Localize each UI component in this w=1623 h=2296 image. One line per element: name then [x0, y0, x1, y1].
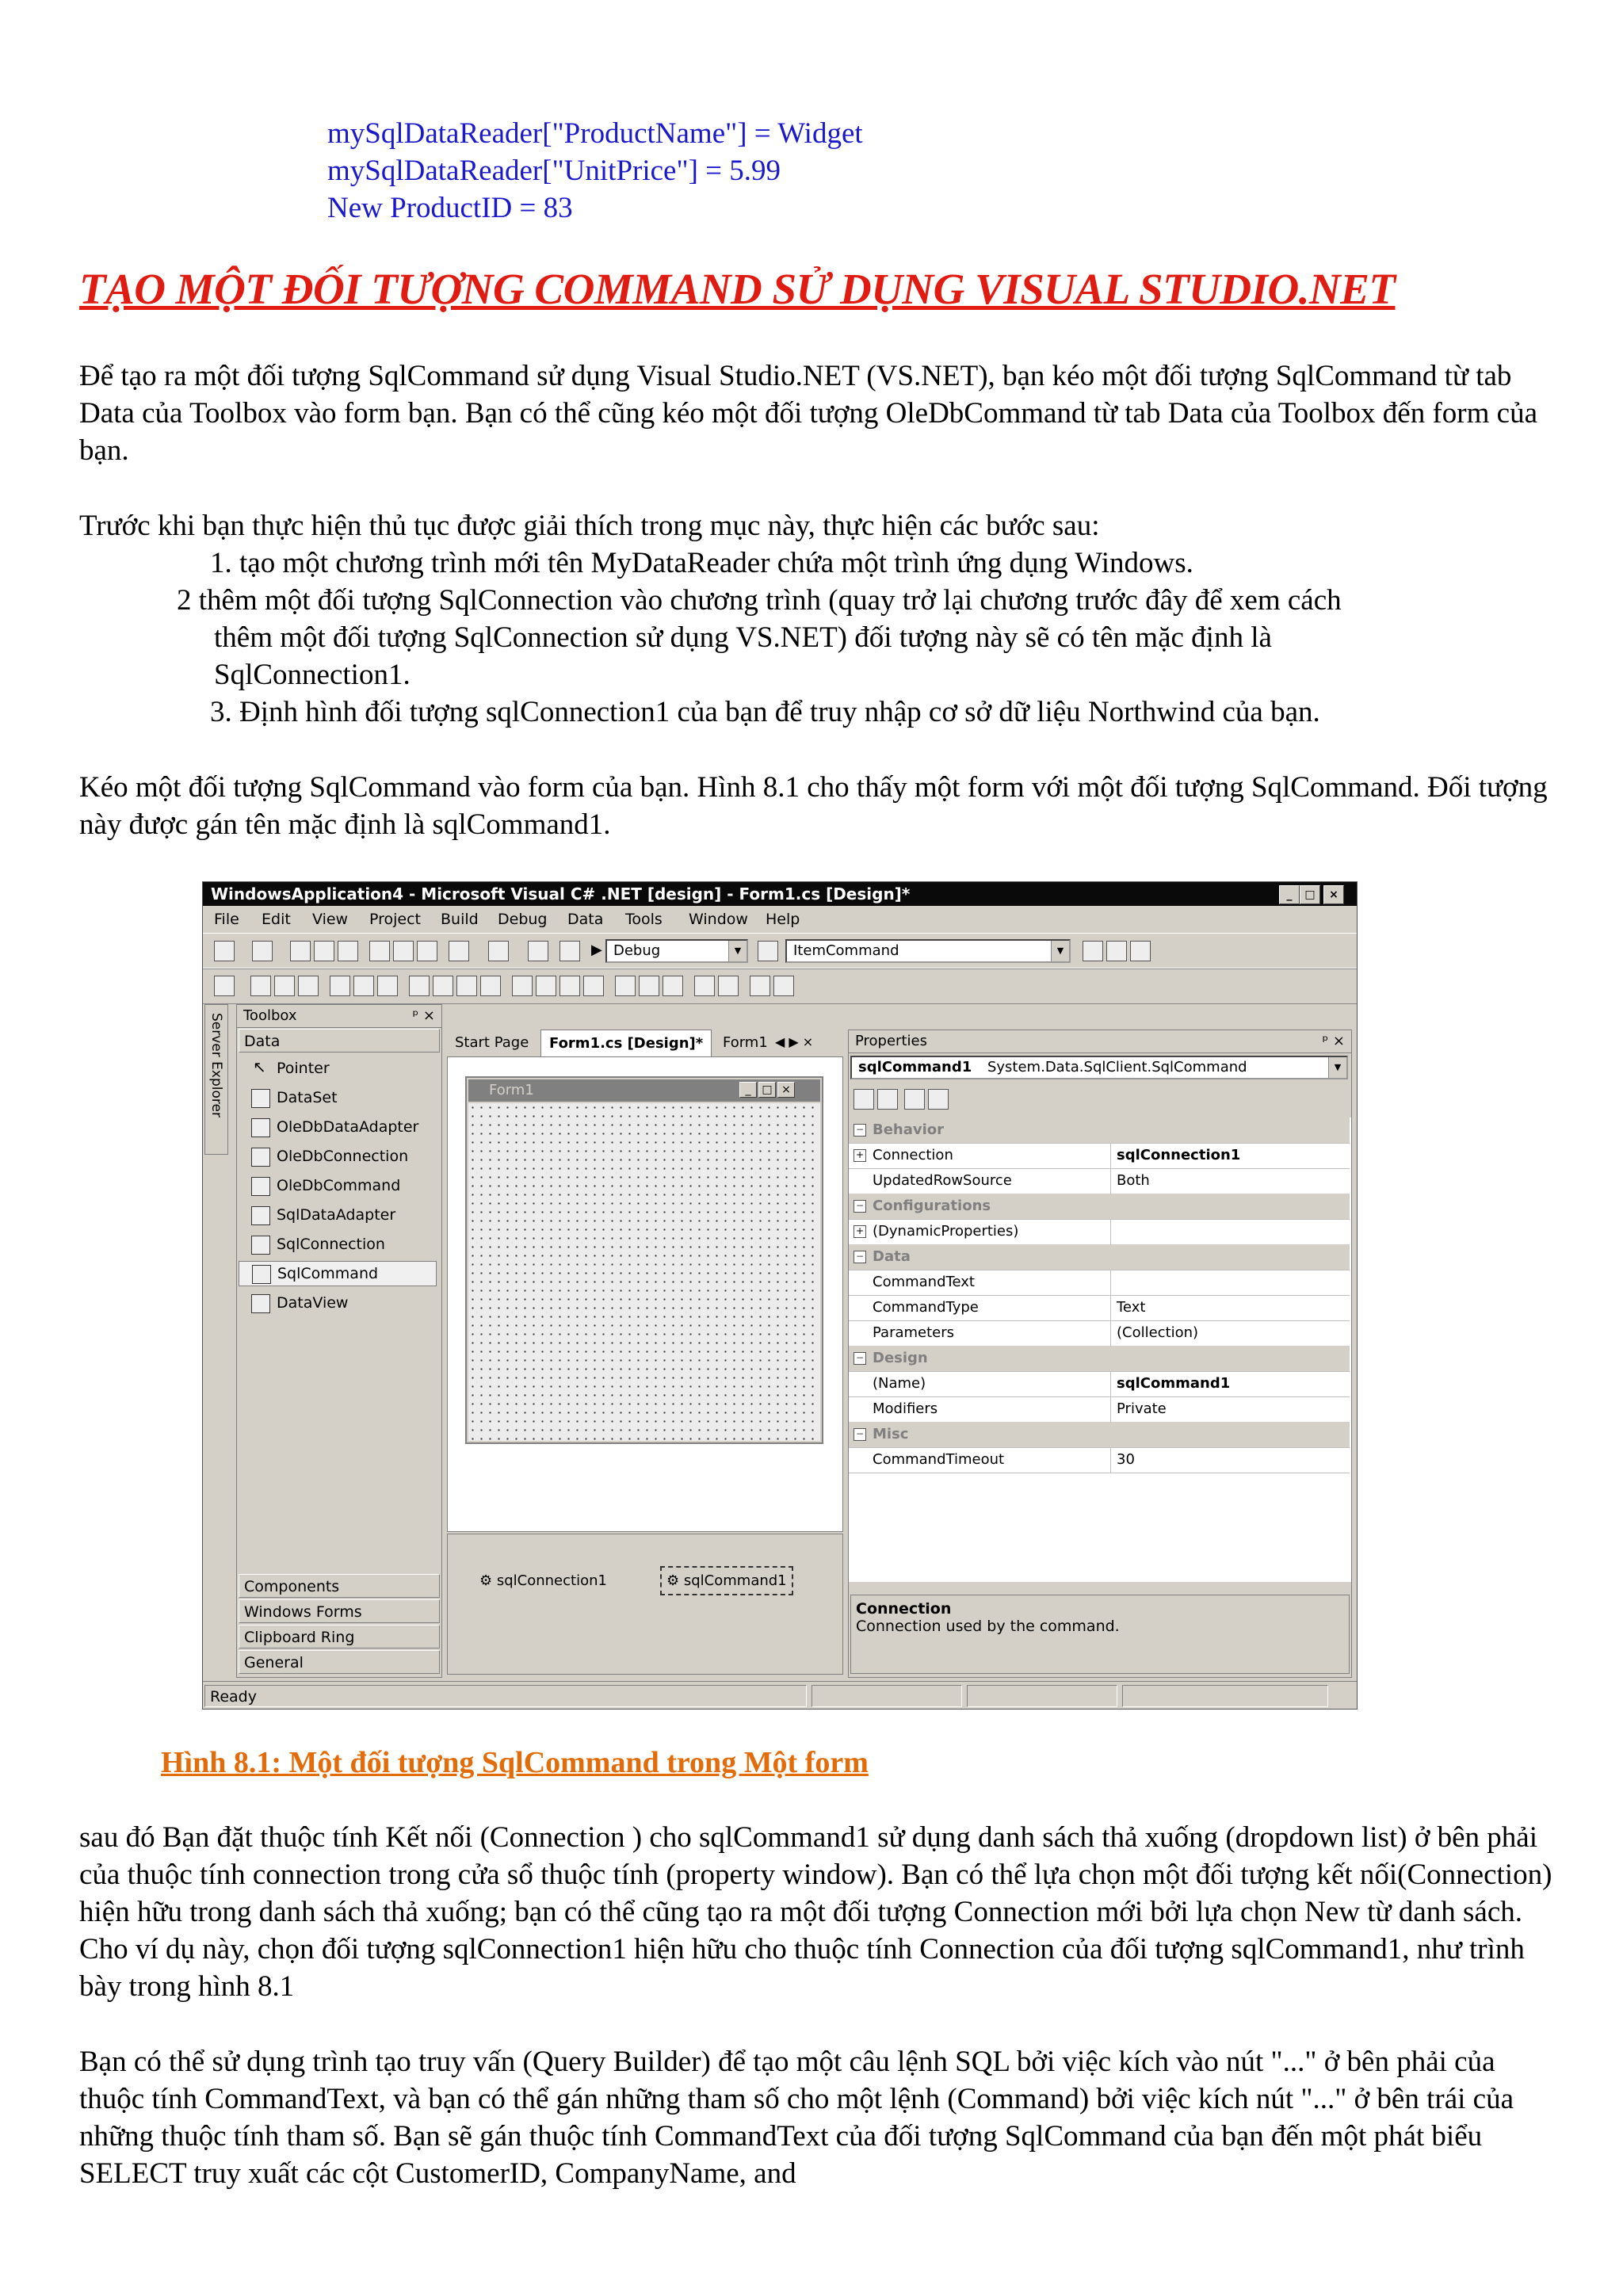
code-line: mySqlDataReader["ProductName"] = Widget — [327, 117, 863, 150]
menu-help[interactable]: Help — [766, 911, 800, 928]
toolbox-item-oledbcommand[interactable] — [237, 1173, 441, 1198]
status-text: Ready — [204, 1685, 807, 1707]
h-increase-icon[interactable] — [536, 976, 556, 996]
property-category[interactable] — [849, 1422, 1350, 1448]
events-icon[interactable] — [928, 1089, 949, 1110]
query-builder-paragraph: Bạn có thể sử dụng trình tạo truy vấn (Query Builder) để tạo một câu lệnh SQL bởi việc kích vào nút "..." ở bên phải của thuộc tính CommandText, và bạn có thể gán những tham số cho một lệnh (Command) bởi việc kích nút "..." ở bên trái của những thuộc tính tham số. Bạn sẽ gán thuộc tính CommandText của đối tượng SqlCommand của bạn đến một phát biểu SELECT truy xuất các cột CustomerID, CompanyName, and — [79, 2046, 1514, 2190]
property-value[interactable]: 30 — [1117, 1451, 1135, 1468]
tab-label: Components — [244, 1578, 340, 1595]
property-value[interactable]: Private — [1117, 1400, 1167, 1417]
toolbox-bottom-tabs — [239, 1574, 440, 1675]
sql-connection-icon — [251, 1236, 270, 1255]
server-explorer-label: Server Explorer — [208, 1013, 224, 1117]
form-maximize-icon: □ — [758, 1082, 776, 1098]
expand-icon[interactable]: + — [854, 1225, 866, 1238]
properties-toolbar — [849, 1084, 1353, 1116]
section-heading: TẠO MỘT ĐỐI TƯỢNG COMMAND SỬ DỤNG VISUAL STUDIO.NET — [79, 265, 1396, 313]
code-line: New ProductID = 83 — [327, 192, 573, 224]
property-name: Configurations — [873, 1198, 991, 1214]
toolbox-category-data[interactable] — [239, 1029, 440, 1052]
find-combo[interactable] — [785, 939, 1071, 963]
property-row[interactable] — [849, 1295, 1350, 1321]
code-block — [327, 115, 863, 227]
item-label: SqlConnection — [277, 1236, 385, 1253]
menu-file[interactable]: File — [214, 911, 239, 928]
h-decrease-icon[interactable] — [559, 976, 580, 996]
save-all-icon[interactable] — [338, 941, 358, 961]
oledb-adapter-icon — [251, 1118, 270, 1137]
property-row[interactable] — [849, 1371, 1350, 1397]
center-v-icon[interactable] — [718, 976, 739, 996]
cut-icon[interactable] — [369, 941, 390, 961]
tab-clipboard-ring[interactable] — [239, 1625, 440, 1648]
toolbox-pin-close[interactable]: ᵖ × — [412, 1007, 435, 1024]
save-icon[interactable] — [314, 941, 334, 961]
item-label: SqlDataAdapter — [277, 1206, 396, 1224]
collapse-icon[interactable]: − — [854, 1251, 866, 1263]
property-name: Connection — [873, 1147, 953, 1163]
menu-tools[interactable]: Tools — [625, 911, 663, 928]
menu-build[interactable]: Build — [441, 911, 479, 928]
toolbox-item-dataset[interactable] — [237, 1085, 441, 1110]
open-icon[interactable] — [290, 941, 311, 961]
menu-edit[interactable]: Edit — [262, 911, 291, 928]
undo-icon[interactable] — [449, 941, 469, 961]
property-name: CommandType — [873, 1299, 979, 1316]
config-value: Debug — [613, 942, 661, 959]
toolbox-item-oledbdataadapter[interactable] — [237, 1114, 441, 1140]
dataset-icon — [251, 1089, 270, 1108]
v-increase-icon[interactable] — [639, 976, 659, 996]
align-rights-icon[interactable] — [298, 976, 319, 996]
vs-screenshot — [202, 881, 1358, 1710]
standard-toolbar — [203, 933, 1358, 969]
collapse-icon[interactable]: − — [854, 1352, 866, 1365]
status-bar — [203, 1681, 1358, 1710]
menu-data[interactable]: Data — [567, 911, 604, 928]
toolbox-item-sqlconnection[interactable] — [237, 1232, 441, 1257]
desc-text: Connection used by the command. — [856, 1618, 1120, 1635]
step-1: 1. tạo một chương trình mới tên MyDataReader chứa một trình ứng dụng Windows. — [210, 547, 1193, 579]
sql-adapter-icon — [251, 1206, 270, 1225]
property-value[interactable]: sqlCommand1 — [1117, 1375, 1231, 1392]
property-row[interactable] — [849, 1219, 1350, 1245]
bring-front-icon[interactable] — [750, 976, 770, 996]
copy-icon[interactable] — [393, 941, 414, 961]
window-title: WindowsApplication4 - Microsoft Visual C# .NET [design] - Form1.cs [Design]* — [211, 884, 911, 904]
tray-sqlcommand[interactable]: ⚙ sqlCommand1 — [660, 1566, 793, 1595]
document-tabs — [447, 1030, 843, 1056]
config-combo[interactable] — [605, 939, 748, 963]
column-divider — [1110, 1320, 1111, 1346]
property-value[interactable]: Both — [1117, 1172, 1150, 1189]
redo-icon[interactable] — [488, 941, 509, 961]
same-size-icon[interactable] — [433, 976, 453, 996]
tab-windows-forms[interactable] — [239, 1599, 440, 1623]
toolbox-icon[interactable] — [1130, 941, 1151, 961]
toolbox-item-sqldataadapter[interactable] — [237, 1202, 441, 1228]
property-name: Modifiers — [873, 1400, 938, 1417]
send-back-icon[interactable] — [773, 976, 794, 996]
property-description — [850, 1595, 1350, 1674]
collapse-icon[interactable]: − — [854, 1200, 866, 1213]
column-divider — [1110, 1447, 1111, 1473]
properties-title-bar — [849, 1030, 1351, 1053]
item-label: Pointer — [277, 1060, 330, 1077]
property-name: (Name) — [873, 1375, 926, 1392]
property-value[interactable]: sqlConnection1 — [1117, 1147, 1241, 1163]
status-pane — [1122, 1685, 1328, 1707]
property-name: CommandText — [873, 1274, 975, 1290]
server-explorer-tab[interactable] — [204, 1004, 228, 1155]
menu-view[interactable]: View — [312, 911, 349, 928]
property-name: UpdatedRowSource — [873, 1172, 1012, 1189]
toolbox-panel — [236, 1004, 442, 1678]
size-grid-icon[interactable] — [480, 976, 501, 996]
property-category[interactable] — [849, 1346, 1350, 1372]
property-name: Parameters — [873, 1324, 955, 1341]
column-divider — [1110, 1295, 1111, 1320]
item-label: OleDbDataAdapter — [277, 1118, 419, 1136]
form1-window[interactable] — [465, 1076, 823, 1444]
property-name: CommandTimeout — [873, 1451, 1005, 1468]
property-value[interactable]: Text — [1117, 1299, 1146, 1316]
code-line: mySqlDataReader["UnitPrice"] = 5.99 — [327, 155, 781, 187]
menu-window[interactable]: Window — [689, 911, 748, 928]
h-spacing-icon[interactable] — [512, 976, 533, 996]
property-name: Behavior — [873, 1121, 945, 1138]
tab-general[interactable] — [239, 1650, 440, 1674]
form1-titlebar — [468, 1079, 820, 1102]
property-row[interactable] — [849, 1270, 1350, 1296]
step-2: 2 thêm một đối tượng SqlConnection vào chương trình (quay trở lại chương trước đây để xem cách — [177, 584, 1342, 617]
column-divider — [1110, 1270, 1111, 1295]
solution-explorer-icon[interactable] — [1083, 941, 1103, 961]
property-grid — [849, 1117, 1351, 1582]
align-bottoms-icon[interactable] — [377, 976, 398, 996]
find-icon[interactable] — [758, 941, 778, 961]
v-spacing-icon[interactable] — [615, 976, 636, 996]
drag-paragraph: Kéo một đối tượng SqlCommand vào form của bạn. Hình 8.1 cho thấy một form với một đối tượng SqlCommand. Đối tượng này được gán tên mặc định là sqlCommand1. — [79, 771, 1548, 841]
new-project-icon[interactable] — [214, 941, 235, 961]
property-value[interactable]: (Collection) — [1117, 1324, 1199, 1341]
tab-label: General — [244, 1654, 304, 1671]
status-pane — [967, 1685, 1117, 1707]
tab-scroll-icon[interactable]: ◀ ▶ × — [775, 1034, 814, 1049]
tab-form1-design[interactable]: Form1.cs [Design]* — [540, 1030, 712, 1057]
toolbox-items — [237, 1056, 441, 1357]
designer-surface — [447, 1056, 843, 1532]
property-name: Misc — [873, 1426, 909, 1442]
tray-sqlconnection[interactable]: ⚙ sqlConnection1 — [479, 1572, 607, 1589]
paste-icon[interactable] — [417, 941, 437, 961]
sql-command-icon — [252, 1265, 271, 1284]
connection-paragraph: sau đó Bạn đặt thuộc tính Kết nối (Connection ) cho sqlCommand1 sử dụng danh sách thả xuống (dropdown list) ở bên phải của thuộc tính connection trong cửa sổ thuộc tính (property window). Bạn có thể lựa chọn một đối tượng kết nối(Connection) hiện hữu trong danh sách thả xuống; bạn có thể cũng tạo ra một đối tượng Connection mới bởi lựa chọn New từ danh sách. Cho ví dụ này, chọn đối tượng sqlConnection1 hiện hữu cho thuộc tính Connection của đối tượng sqlCommand1, như trình bày trong hình 8.1 — [79, 1821, 1552, 2003]
tab-components[interactable] — [239, 1574, 440, 1598]
align-lefts-icon[interactable] — [250, 976, 271, 996]
tray-label: sqlCommand1 — [683, 1572, 787, 1589]
properties-pin-close[interactable]: ᵖ × — [1322, 1033, 1345, 1049]
same-width-icon[interactable] — [409, 976, 430, 996]
property-category[interactable] — [849, 1194, 1350, 1220]
tab-form1[interactable]: Form1 — [723, 1034, 768, 1051]
item-label: DataView — [277, 1294, 349, 1312]
item-label: OleDbConnection — [277, 1148, 409, 1165]
find-value: ItemCommand — [793, 942, 899, 959]
navigate-forward-icon[interactable] — [559, 941, 580, 961]
window-titlebar — [203, 882, 1358, 906]
property-category[interactable] — [849, 1117, 1350, 1144]
categorized-icon[interactable] — [854, 1089, 874, 1110]
form1-title: Form1 — [489, 1082, 534, 1098]
component-tray — [447, 1534, 843, 1675]
start-icon[interactable]: ▶ — [591, 942, 602, 958]
property-row[interactable] — [849, 1143, 1350, 1169]
toolbox-item-dataview[interactable] — [237, 1290, 441, 1316]
category-label: Data — [244, 1033, 281, 1050]
form-close-icon: × — [777, 1082, 795, 1098]
toolbox-title-bar — [237, 1005, 441, 1028]
chevron-down-icon[interactable]: ▼ — [1328, 1057, 1346, 1078]
object-type: System.Data.SqlClient.SqlCommand — [987, 1059, 1247, 1075]
h-remove-icon[interactable] — [583, 976, 604, 996]
steps-intro: Trước khi bạn thực hiện thủ tục được giải thích trong mục này, thực hiện các bước sau: — [79, 510, 1100, 542]
chevron-down-icon[interactable]: ▼ — [1051, 941, 1069, 961]
menu-debug[interactable]: Debug — [498, 911, 548, 928]
column-divider — [1110, 1396, 1111, 1422]
layout-toolbar — [203, 968, 1358, 1004]
object-name: sqlCommand1 — [858, 1059, 972, 1075]
oledb-command-icon — [251, 1177, 270, 1196]
column-divider — [1110, 1219, 1111, 1244]
step-3: 3. Định hình đối tượng sqlConnection1 của bạn để truy nhập cơ sở dữ liệu Northwind của bạn. — [210, 696, 1320, 728]
item-label: SqlCommand — [277, 1265, 379, 1282]
form-minimize-icon: _ — [739, 1082, 757, 1098]
form1-grid[interactable] — [468, 1103, 820, 1441]
intro-paragraph: Để tạo ra một đối tượng SqlCommand sử dụng Visual Studio.NET (VS.NET), bạn kéo một đối tượng SqlCommand từ tab Data của Toolbox vào form bạn. Bạn có thể cũng kéo một đối tượng OleDbCommand từ tab Data của Toolbox đến form của bạn. — [79, 360, 1537, 467]
collapse-icon[interactable]: − — [854, 1428, 866, 1441]
property-name: (DynamicProperties) — [873, 1223, 1019, 1240]
item-label: OleDbCommand — [277, 1177, 401, 1194]
oledb-connection-icon — [251, 1148, 270, 1167]
tray-label: sqlConnection1 — [496, 1572, 607, 1589]
step-2-cont: SqlConnection1. — [214, 659, 411, 691]
tab-label: Clipboard Ring — [244, 1629, 355, 1646]
tab-start-page[interactable]: Start Page — [455, 1034, 529, 1051]
minimize-button[interactable]: _ — [1279, 885, 1300, 904]
tab-label: Windows Forms — [244, 1603, 362, 1621]
toolbox-title: Toolbox — [243, 1007, 297, 1024]
chevron-down-icon[interactable]: ▼ — [728, 941, 747, 961]
step-2-cont: thêm một đối tượng SqlConnection sử dụng VS.NET) đối tượng này sẽ có tên mặc định là — [214, 621, 1272, 654]
align-grid-icon[interactable] — [214, 976, 235, 996]
collapse-icon[interactable]: − — [854, 1124, 866, 1137]
v-decrease-icon[interactable] — [663, 976, 683, 996]
column-divider — [1110, 1371, 1111, 1396]
menu-project[interactable]: Project — [369, 911, 422, 928]
property-row[interactable] — [849, 1320, 1350, 1347]
add-item-icon[interactable] — [252, 941, 273, 961]
alphabetical-icon[interactable] — [877, 1089, 898, 1110]
maximize-button[interactable]: □ — [1300, 885, 1320, 904]
property-name: Data — [873, 1248, 911, 1265]
property-category[interactable] — [849, 1244, 1350, 1270]
menu-bar — [203, 906, 1358, 933]
figure-caption: Hình 8.1: Một đối tượng SqlCommand trong Một form — [161, 1746, 869, 1779]
pointer-icon: ↖ — [253, 1057, 266, 1076]
dataview-icon — [251, 1294, 270, 1313]
item-label: DataSet — [277, 1089, 338, 1106]
center-h-icon[interactable] — [694, 976, 715, 996]
same-height-icon[interactable] — [456, 976, 477, 996]
column-divider — [1110, 1168, 1111, 1194]
property-name: Design — [873, 1350, 928, 1366]
property-row[interactable] — [849, 1396, 1350, 1423]
properties-title: Properties — [855, 1033, 927, 1049]
property-row[interactable] — [849, 1168, 1350, 1194]
toolbox-item-sqlcommand[interactable] — [239, 1261, 437, 1286]
align-middles-icon[interactable] — [353, 976, 374, 996]
column-divider — [1110, 1143, 1111, 1168]
close-button[interactable]: × — [1323, 885, 1344, 904]
toolbox-item-pointer[interactable] — [237, 1056, 441, 1081]
status-pane — [812, 1685, 962, 1707]
object-selector[interactable] — [850, 1056, 1348, 1079]
property-row[interactable] — [849, 1447, 1350, 1473]
desc-title: Connection — [856, 1600, 952, 1618]
properties-view-icon[interactable] — [904, 1089, 925, 1110]
toolbox-item-oledbconnection[interactable] — [237, 1144, 441, 1169]
properties-icon[interactable] — [1106, 941, 1127, 961]
align-tops-icon[interactable] — [330, 976, 350, 996]
navigate-back-icon[interactable] — [528, 941, 548, 961]
expand-icon[interactable]: + — [854, 1149, 866, 1162]
align-centers-icon[interactable] — [274, 976, 295, 996]
properties-panel — [848, 1030, 1352, 1678]
